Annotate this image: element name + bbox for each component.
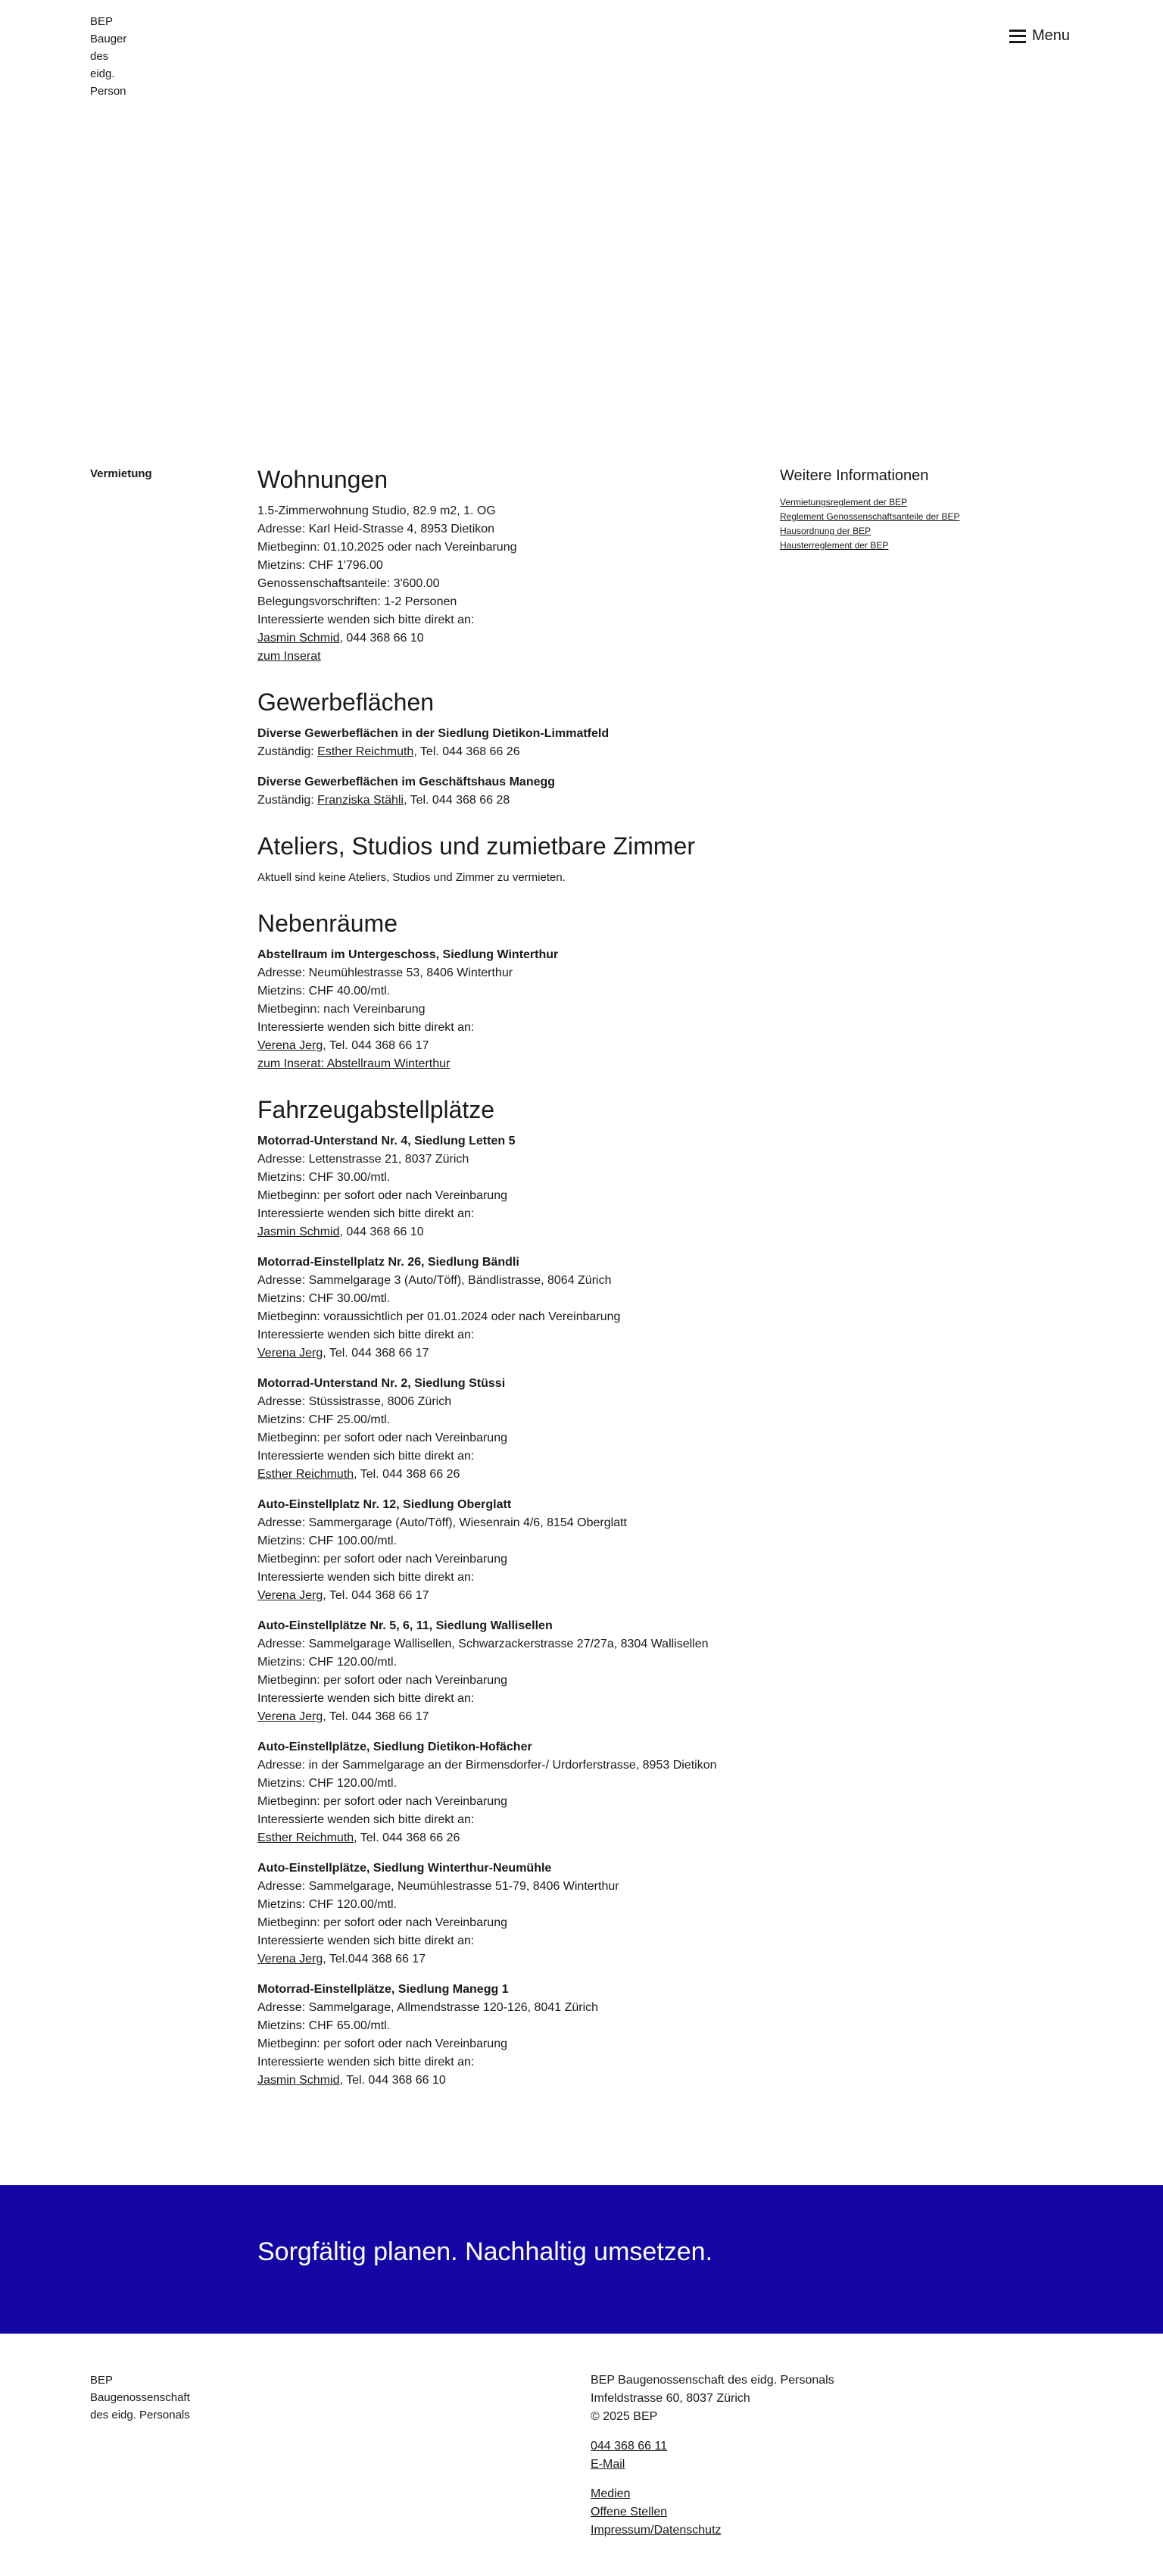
contact-phone: , 044 368 66 10 <box>339 1226 424 1238</box>
listing-item <box>257 773 772 810</box>
section-nebenraeume <box>257 908 772 1073</box>
inserat-link[interactable]: zum Inserat: Abstellraum Winterthur <box>257 1057 451 1070</box>
contact-line <box>257 1037 772 1055</box>
contact-link[interactable]: Verena Jerg <box>257 1347 323 1360</box>
listing-line: Adresse: Lettenstrasse 21, 8037 Zürich <box>257 1153 469 1166</box>
contact-line <box>257 1950 772 1969</box>
listing-line: Adresse: Neumühlestrasse 53, 8406 Winterthur <box>257 966 513 979</box>
footer-org: BEP Baugenossenschaft des eidg. Personals <box>591 2374 834 2387</box>
listing-line: Adresse: Sammelgarage 3 (Auto/Töff), Bändlistrasse, 8064 Zürich <box>257 1274 612 1287</box>
contact-link[interactable]: Esther Reichmuth <box>317 745 414 758</box>
footer-logo[interactable]: BEP Baugenossenschaft des eidg. Personals <box>90 2374 190 2421</box>
contact-phone: , Tel. 044 368 66 17 <box>323 1039 429 1052</box>
section-title: Wohnungen <box>257 466 388 493</box>
info-link[interactable]: Vermietungsreglement der BEP <box>780 497 908 507</box>
listing-line: Adresse: Sammelgarage, Allmendstrasse 120-126, 8041 Zürich <box>257 2001 599 2014</box>
section-title: Ateliers, Studios und zumietbare Zimmer <box>257 832 695 860</box>
listing-line: Interessierte wenden sich bitte direkt an: <box>257 1329 475 1341</box>
listing-title: Auto-Einstellplätze, Siedlung Winterthur-Neumühle <box>257 1862 552 1875</box>
listing-line: Mietzins: CHF 120.00/mtl. <box>257 1656 398 1669</box>
contact-line <box>257 2072 772 2090</box>
contact-line <box>257 1344 772 1363</box>
listing-line: Mietbeginn: per sofort oder nach Vereinbarung <box>257 1795 507 1808</box>
listing-item <box>257 1496 772 1605</box>
listing-item <box>257 502 772 666</box>
contact-link[interactable]: Jasmin Schmid <box>257 1226 340 1238</box>
listing-line: Mietbeginn: per sofort oder nach Vereinbarung <box>257 1553 507 1566</box>
listing-item <box>257 1254 772 1363</box>
listing-line: Mietbeginn: per sofort oder nach Vereinbarung <box>257 1189 507 1202</box>
listing-title: Abstellraum im Untergeschoss, Siedlung Winterthur <box>257 948 559 961</box>
contact-phone: , Tel. 044 368 66 26 <box>413 745 520 758</box>
listing-line: Belegungsvorschriften: 1-2 Personen <box>257 595 457 608</box>
contact-link[interactable]: Verena Jerg <box>257 1589 323 1602</box>
contact-phone: , Tel.044 368 66 17 <box>323 1953 426 1966</box>
info-link[interactable]: Hausterreglement der BEP <box>780 540 889 551</box>
contact-line <box>257 629 772 648</box>
listing-item <box>257 1375 772 1484</box>
section-ateliers <box>257 831 772 887</box>
listing-line: Mietzins: CHF 25.00/mtl. <box>257 1413 391 1426</box>
footer-copyright: © 2025 BEP <box>591 2410 658 2423</box>
listing-line: Mietbeginn: per sofort oder nach Vereinbarung <box>257 2037 507 2050</box>
contact-link[interactable]: Verena Jerg <box>257 1953 323 1966</box>
listing-item <box>257 1132 772 1241</box>
listing-line: Adresse: Karl Heid-Strasse 4, 8953 Dietikon <box>257 523 495 535</box>
listing-line: Interessierte wenden sich bitte direkt an: <box>257 1813 475 1826</box>
listing-line: Mietbeginn: voraussichtlich per 01.01.2024 oder nach Vereinbarung <box>257 1310 621 1323</box>
section-fahrzeug <box>257 1094 772 2090</box>
menu-label: Menu <box>1032 27 1071 44</box>
listing-title: Diverse Gewerbeflächen im Geschäftshaus Manegg <box>257 776 556 788</box>
footer-address: Imfeldstrasse 60, 8037 Zürich <box>591 2392 750 2405</box>
listing-title: Motorrad-Unterstand Nr. 4, Siedlung Letten 5 <box>257 1135 516 1147</box>
contact-prefix: Zuständig: <box>257 745 318 758</box>
info-link[interactable]: Hausordnung der BEP <box>780 526 871 536</box>
listing-line: Interessierte wenden sich bitte direkt an: <box>257 1450 475 1463</box>
listing-line: Interessierte wenden sich bitte direkt an: <box>257 1021 475 1034</box>
hamburger-icon <box>1009 30 1026 43</box>
listing-line: Mietzins: CHF 120.00/mtl. <box>257 1898 398 1911</box>
contact-line <box>257 1587 772 1605</box>
listing-item <box>257 1617 772 1726</box>
listing-title: Auto-Einstellplätze, Siedlung Dietikon-Hofächer <box>257 1741 532 1753</box>
section-wohnungen <box>257 464 772 666</box>
listing-line: Mietbeginn: per sofort oder nach Vereinbarung <box>257 1674 507 1687</box>
listing-item <box>257 1981 772 2090</box>
listing-line: Adresse: in der Sammelgarage an der Birmensdorfer-/ Urdorferstrasse, 8953 Dietikon <box>257 1759 717 1772</box>
contact-line <box>257 792 772 810</box>
listing-title: Motorrad-Einstellplätze, Siedlung Manegg 1 <box>257 1983 509 1996</box>
further-info-title: Weitere Informationen <box>780 467 929 484</box>
contact-phone: , Tel. 044 368 66 28 <box>403 794 510 807</box>
listing-line: Interessierte wenden sich bitte direkt an: <box>257 2056 475 2069</box>
further-info <box>780 467 1068 553</box>
listing-line: Interessierte wenden sich bitte direkt an: <box>257 1207 475 1220</box>
empty-notice: Aktuell sind keine Ateliers, Studios und Zimmer zu vermieten. <box>257 871 566 884</box>
footer-link-stellen[interactable]: Offene Stellen <box>591 2506 668 2518</box>
section-title: Fahrzeugabstellplätze <box>257 1096 495 1123</box>
listing-line: Mietbeginn: per sofort oder nach Vereinbarung <box>257 1916 507 1929</box>
listing-line: Interessierte wenden sich bitte direkt an: <box>257 1571 475 1584</box>
contact-phone: , Tel. 044 368 66 17 <box>323 1347 429 1360</box>
listing-line: Mietzins: CHF 30.00/mtl. <box>257 1292 391 1305</box>
contact-phone: , 044 368 66 10 <box>339 632 424 645</box>
listing-line: Mietzins: CHF 120.00/mtl. <box>257 1777 398 1790</box>
listing-title: Motorrad-Einstellplatz Nr. 26, Siedlung Bändli <box>257 1256 519 1269</box>
listing-line: Interessierte wenden sich bitte direkt an: <box>257 1934 475 1947</box>
listing-item <box>257 946 772 1073</box>
listing-line: Mietzins: CHF 1'796.00 <box>257 559 383 572</box>
listing-line: Mietzins: CHF 30.00/mtl. <box>257 1171 391 1184</box>
listing-line: Mietbeginn: per sofort oder nach Vereinbarung <box>257 1432 507 1444</box>
listing-line: Mietbeginn: 01.10.2025 oder nach Vereinbarung <box>257 541 517 554</box>
listing-line: Mietzins: CHF 40.00/mtl. <box>257 985 391 998</box>
listing-line: Mietzins: CHF 65.00/mtl. <box>257 2019 391 2032</box>
listing-line: 1.5-Zimmerwohnung Studio, 82.9 m2, 1. OG <box>257 504 496 517</box>
listing-title: Motorrad-Unterstand Nr. 2, Siedlung Stüssi <box>257 1377 506 1390</box>
contact-link[interactable]: Franziska Stähli <box>317 794 404 807</box>
listing-line: Mietzins: CHF 100.00/mtl. <box>257 1535 398 1547</box>
listing-line: Mietbeginn: nach Vereinbarung <box>257 1003 426 1016</box>
contact-phone: , Tel. 044 368 66 26 <box>354 1831 460 1844</box>
listing-title: Auto-Einstellplätze Nr. 5, 6, 11, Siedlung Wallisellen <box>257 1619 553 1632</box>
contact-link[interactable]: Verena Jerg <box>257 1710 323 1723</box>
listing-item <box>257 725 772 761</box>
contact-line <box>257 1466 772 1484</box>
contact-phone: , Tel. 044 368 66 26 <box>354 1468 460 1481</box>
section-title: Gewerbeflächen <box>257 688 435 716</box>
listing-title: Auto-Einstellplatz Nr. 12, Siedlung Oberglatt <box>257 1498 512 1511</box>
footer-info <box>591 2371 834 2540</box>
footer-phone-link[interactable]: 044 368 66 11 <box>591 2440 668 2453</box>
listing-line: Genossenschaftsanteile: 3'600.00 <box>257 577 440 590</box>
main-content <box>257 464 772 2111</box>
tagline-text: Sorgfältig planen. Nachhaltig umsetzen. <box>257 2237 713 2266</box>
section-title: Nebenräume <box>257 910 398 937</box>
contact-link[interactable]: Jasmin Schmid <box>257 632 340 645</box>
contact-line <box>257 743 772 761</box>
contact-link[interactable]: Esther Reichmuth <box>257 1468 354 1481</box>
tagline-banner <box>0 2185 1163 2334</box>
contact-phone: , Tel. 044 368 66 17 <box>323 1710 429 1723</box>
side-nav-vermietung[interactable]: Vermietung <box>90 467 152 480</box>
menu-button[interactable] <box>1009 27 1070 45</box>
info-link[interactable]: Reglement Genossenschaftsanteile der BEP <box>780 511 960 522</box>
header-logo[interactable]: BEP Bauger des eidg. Person <box>90 15 127 98</box>
contact-link[interactable]: Verena Jerg <box>257 1039 323 1052</box>
listing-item <box>257 1738 772 1847</box>
listing-line: Adresse: Sammelgarage Wallisellen, Schwarzackerstrasse 27/27a, 8304 Wallisellen <box>257 1638 709 1650</box>
contact-line <box>257 1829 772 1847</box>
listing-line: Interessierte wenden sich bitte direkt an: <box>257 614 475 626</box>
listing-title: Diverse Gewerbeflächen in der Siedlung Dietikon-Limmatfeld <box>257 727 610 740</box>
contact-phone: , Tel. 044 368 66 17 <box>323 1589 429 1602</box>
listing-item <box>257 1859 772 1969</box>
footer-link-impressum[interactable]: Impressum/Datenschutz <box>591 2524 722 2537</box>
contact-phone: , Tel. 044 368 66 10 <box>339 2074 446 2087</box>
inserat-link[interactable]: zum Inserat <box>257 650 321 663</box>
listing-line: Interessierte wenden sich bitte direkt an: <box>257 1692 475 1705</box>
contact-line <box>257 1708 772 1726</box>
footer-link-medien[interactable]: Medien <box>591 2487 631 2500</box>
footer-email-link[interactable]: E-Mail <box>591 2458 625 2471</box>
listing-line: Adresse: Sammelgarage, Neumühlestrasse 51-79, 8406 Winterthur <box>257 1880 619 1893</box>
fahrzeug-list <box>257 1132 772 2090</box>
listing-line: Adresse: Sammergarage (Auto/Töff), Wiesenrain 4/6, 8154 Oberglatt <box>257 1516 627 1529</box>
contact-link[interactable]: Jasmin Schmid <box>257 2074 340 2087</box>
listing-line: Adresse: Stüssistrasse, 8006 Zürich <box>257 1395 452 1408</box>
contact-line <box>257 1223 772 1241</box>
section-gewerbe <box>257 687 772 810</box>
contact-link[interactable]: Esther Reichmuth <box>257 1831 354 1844</box>
contact-prefix: Zuständig: <box>257 794 318 807</box>
